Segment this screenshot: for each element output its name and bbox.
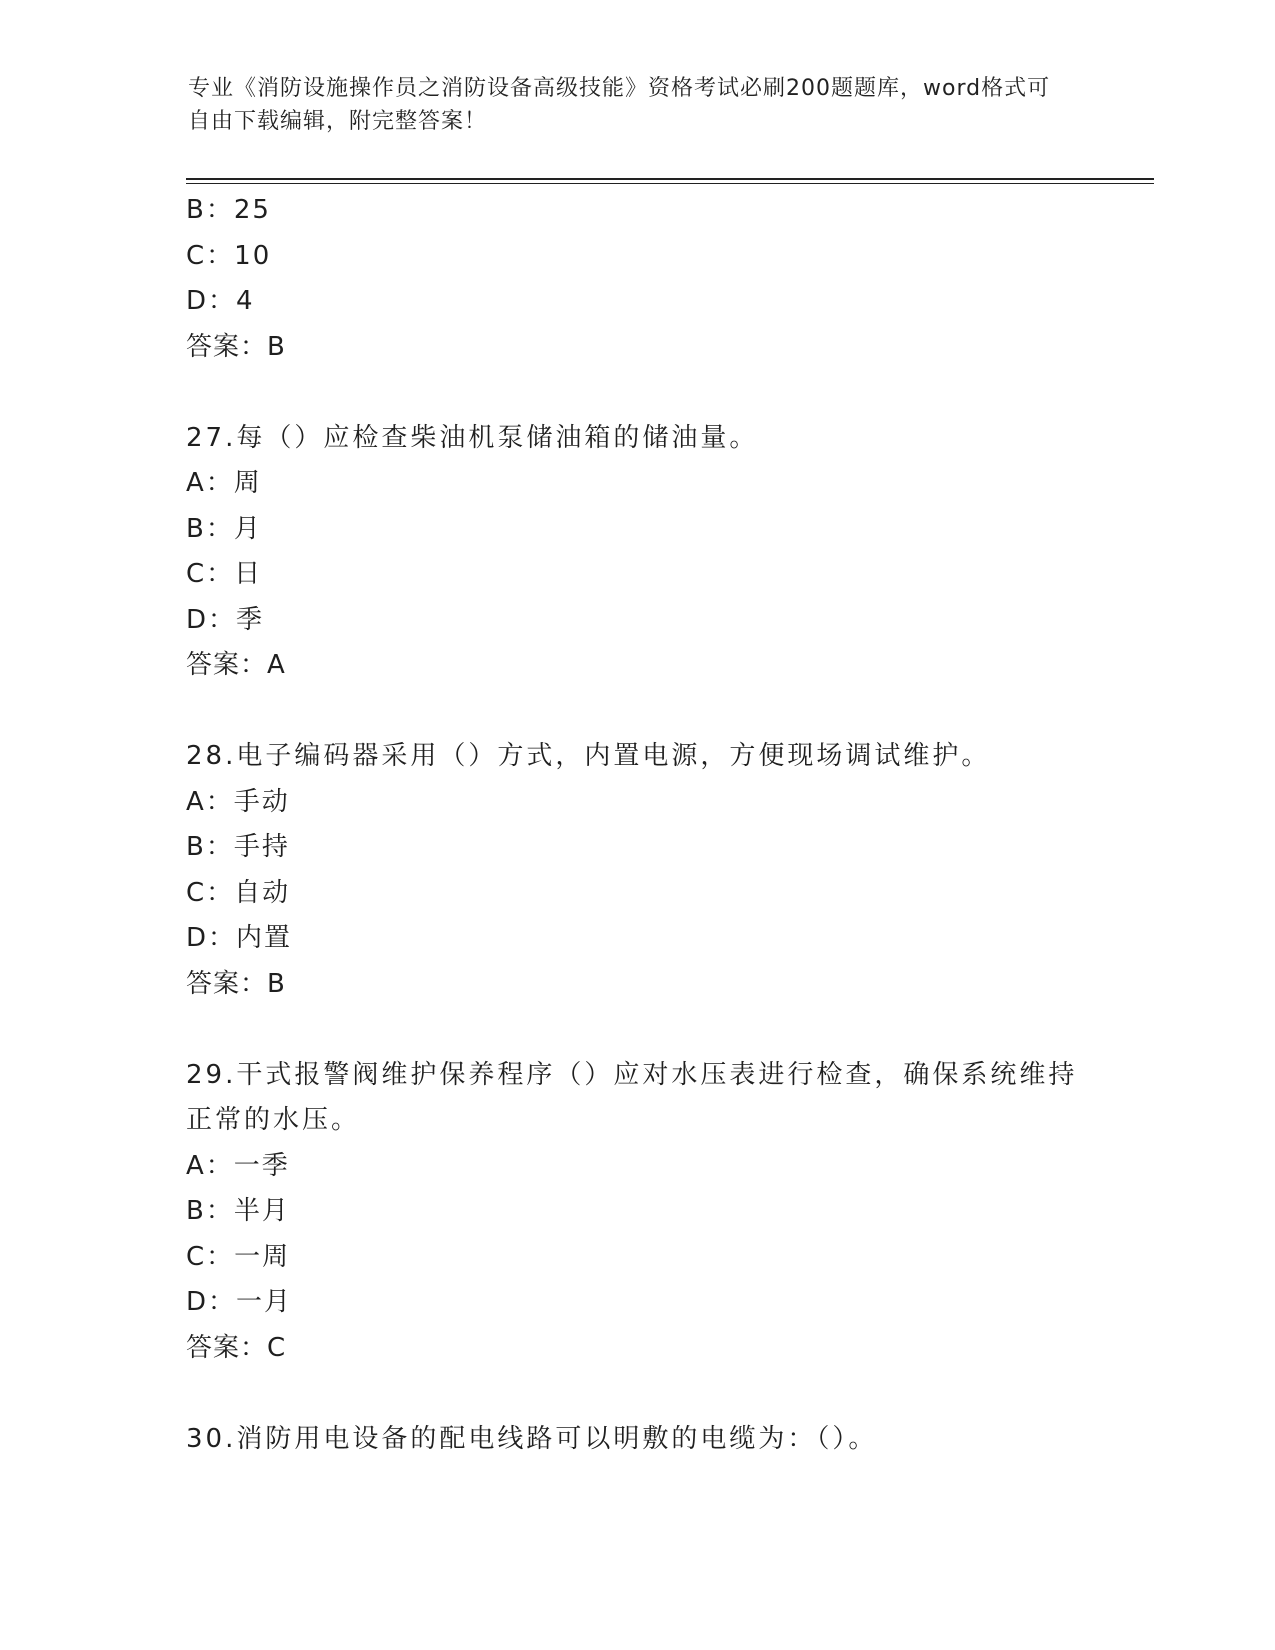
header-divider-thin (186, 183, 1154, 184)
question-number: 30. (186, 1423, 237, 1454)
header-divider (186, 178, 1154, 180)
option-text: 半月 (233, 1196, 290, 1226)
option-line (186, 279, 1086, 325)
option-label: C： (186, 240, 235, 271)
option-text: 日 (234, 559, 263, 589)
option-label: D： (186, 1287, 237, 1317)
question-list (186, 188, 1086, 1462)
question-stem (186, 416, 1086, 462)
option-line (186, 507, 1086, 553)
option-line (186, 916, 1086, 962)
option-text: 一月 (236, 1287, 293, 1317)
option-label: A： (186, 468, 234, 498)
question-text: 干式报警阀维护保养程序（）应对水压表进行检查，确保系统维持正常的水压。 (186, 1059, 1078, 1135)
option-line (186, 552, 1086, 598)
option-text: 一周 (234, 1241, 291, 1272)
option-line (186, 188, 1086, 234)
question-stem (186, 1417, 1086, 1463)
option-line (186, 598, 1086, 644)
option-line (186, 780, 1086, 826)
document-header: 专业《消防设施操作员之消防设备高级技能》资格考试必刷200题题库，word格式可自由下载编辑，附完整答案！ (188, 76, 1051, 134)
option-line (186, 871, 1086, 917)
option-label: C： (186, 877, 235, 908)
option-label: B： (186, 195, 234, 225)
option-label: A： (186, 1150, 234, 1181)
option-line (186, 1189, 1086, 1235)
spacer (186, 1007, 1086, 1053)
answer-line: 答案：A (186, 650, 286, 680)
option-text: 4 (236, 286, 255, 316)
option-line (186, 1144, 1086, 1190)
option-label: D： (186, 604, 237, 635)
question-stem (186, 1053, 1086, 1144)
question-number: 27. (186, 422, 237, 453)
option-line (186, 825, 1086, 871)
question-stem (186, 734, 1086, 780)
option-text: 内置 (236, 923, 293, 953)
answer-line: 答案：B (186, 331, 286, 362)
option-text: 25 (233, 195, 271, 225)
option-label: D： (186, 286, 237, 316)
option-text: 手持 (233, 832, 290, 862)
question-number: 28. (186, 741, 237, 771)
option-label: B： (186, 1196, 234, 1226)
question-number: 29. (186, 1059, 237, 1090)
question-text: 消防用电设备的配电线路可以明敷的电缆为：（）。 (236, 1423, 878, 1454)
option-line (186, 1280, 1086, 1326)
option-label: B： (186, 832, 234, 862)
option-label: A： (186, 786, 234, 817)
option-label: C： (186, 1241, 235, 1272)
option-text: 手动 (233, 786, 290, 817)
spacer (186, 1371, 1086, 1417)
answer-line: 答案：B (186, 968, 286, 999)
option-line (186, 461, 1086, 507)
question-text: 电子编码器采用（）方式，内置电源，方便现场调试维护。 (236, 741, 991, 771)
option-text: 月 (233, 513, 262, 544)
option-label: B： (186, 513, 234, 544)
spacer (186, 370, 1086, 416)
option-text: 周 (233, 468, 262, 498)
question-text: 每（）应检查柴油机泵储油箱的储油量。 (236, 422, 759, 453)
option-line (186, 1235, 1086, 1281)
option-text: 一季 (233, 1150, 290, 1181)
spacer (186, 689, 1086, 735)
option-text: 自动 (234, 877, 291, 908)
option-label: D： (186, 923, 237, 953)
option-text: 季 (236, 604, 265, 635)
option-label: C： (186, 559, 235, 589)
option-text: 10 (234, 240, 272, 271)
answer-line: 答案：C (186, 1332, 287, 1363)
option-line (186, 234, 1086, 280)
